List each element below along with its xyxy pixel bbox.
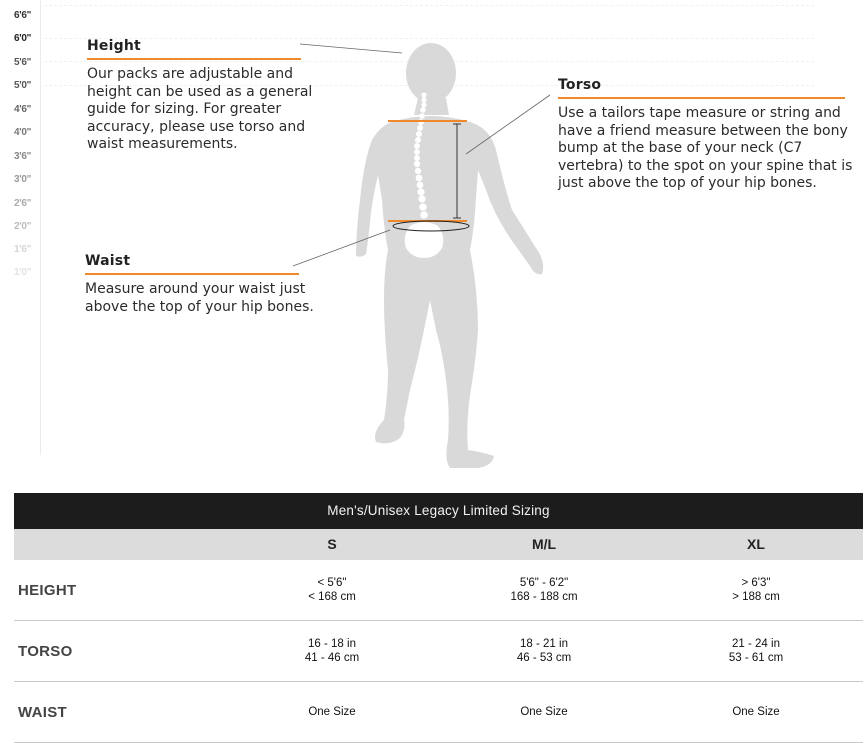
ruler-tick: 1'6": [14, 244, 32, 255]
torso-callout-title: Torso: [558, 77, 602, 93]
waist-callout-underline: [85, 273, 299, 275]
table-row-torso: [14, 621, 863, 682]
ruler-tick: 2'0": [14, 221, 32, 232]
ruler-tick: 5'6": [14, 57, 32, 68]
table-cell: [226, 637, 438, 665]
table-row-height: [14, 560, 863, 621]
table-cell: [438, 637, 650, 665]
height-callout-text: Our packs are adjustable and height can be used as a general guide for sizing. For greater accuracy, please use torso and waist measurements.: [87, 66, 313, 153]
cell-value-metric: < 168 cm: [308, 591, 356, 603]
cell-value-imperial: 18 - 21 in: [520, 638, 568, 650]
cell-value-imperial: < 5'6": [317, 577, 347, 589]
ruler-tick: 6'6": [14, 10, 32, 21]
cell-value-imperial: 21 - 24 in: [732, 638, 780, 650]
height-callout: [87, 38, 325, 154]
waist-callout-text: Measure around your waist just above the top of your hip bones.: [85, 281, 314, 315]
ruler-tick: 5'0": [14, 80, 32, 91]
table-cell: [650, 637, 862, 665]
cell-value-metric: 41 - 46 cm: [304, 652, 360, 664]
torso-callout-text: Use a tailors tape measure or string and have a friend measure between the bony bump at the base of your neck (C7 vertebra) to the spot on your spine that is just above the top of your hip bones.: [558, 105, 853, 192]
waist-callout: [85, 253, 325, 316]
cell-value: One Size: [732, 706, 780, 718]
table-row-waist: [14, 682, 863, 743]
cell-value-metric: > 188 cm: [732, 591, 780, 603]
cell-value: One Size: [520, 706, 568, 718]
cell-value-imperial: 16 - 18 in: [308, 638, 356, 650]
table-cell: [226, 705, 438, 719]
cell-value-imperial: > 6'3": [741, 577, 771, 589]
sizing-table-title: Men's/Unisex Legacy Limited Sizing: [14, 493, 863, 529]
header-empty-cell: [14, 529, 226, 560]
cell-value: One Size: [308, 706, 356, 718]
row-label: HEIGHT: [18, 581, 77, 599]
human-silhouette: [356, 43, 543, 468]
torso-callout-underline: [558, 97, 845, 99]
ruler-tick: 2'6": [14, 198, 32, 209]
table-cell: [226, 576, 438, 604]
sizing-table-header: [14, 529, 863, 560]
table-cell: [438, 576, 650, 604]
cell-value-metric: 53 - 61 cm: [728, 652, 784, 664]
cell-value-metric: 168 - 188 cm: [510, 591, 578, 603]
ruler-tick: 4'6": [14, 104, 32, 115]
column-header-s: S: [327, 536, 337, 552]
waist-callout-title: Waist: [85, 253, 131, 269]
cell-value-metric: 46 - 53 cm: [516, 652, 572, 664]
torso-callout: [558, 77, 868, 193]
torso-leader-line: [466, 95, 550, 154]
table-cell: [438, 705, 650, 719]
table-cell: [650, 705, 862, 719]
cell-value-imperial: 5'6" - 6'2": [519, 577, 569, 589]
row-label: WAIST: [18, 703, 67, 721]
ruler-tick: 1'0": [14, 267, 32, 278]
height-callout-title: Height: [87, 38, 141, 54]
column-header-xl: XL: [747, 536, 765, 552]
sizing-table: [14, 493, 863, 743]
height-callout-underline: [87, 58, 301, 60]
ruler-tick: 3'6": [14, 151, 32, 162]
ruler-tick: 6'0": [14, 33, 32, 44]
column-header-ml: M/L: [531, 536, 557, 552]
ruler-tick: 3'0": [14, 174, 32, 185]
row-label: TORSO: [18, 642, 73, 660]
table-cell: [650, 576, 862, 604]
ruler-tick: 4'0": [14, 127, 32, 138]
